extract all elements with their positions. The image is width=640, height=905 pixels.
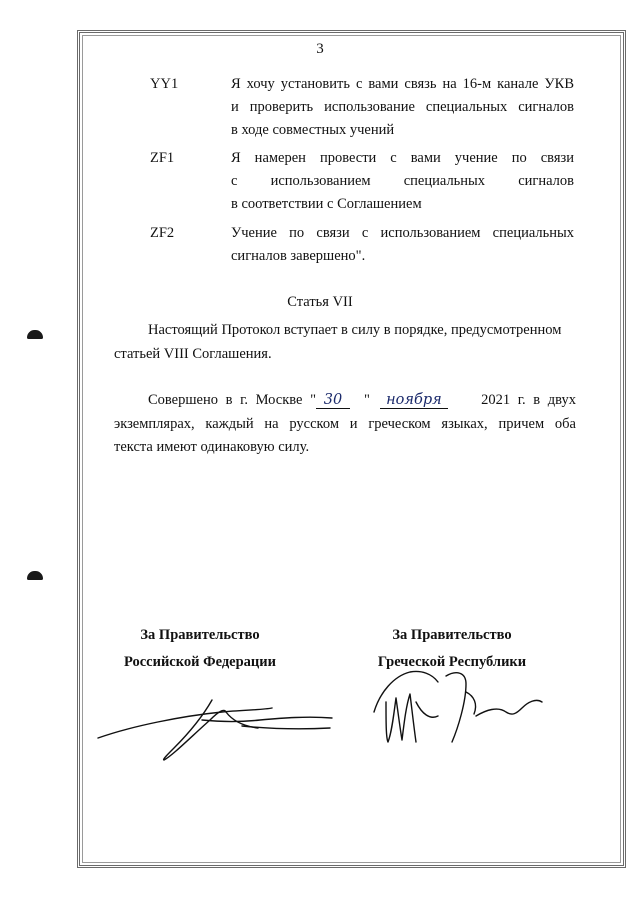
page-number: 3: [316, 41, 324, 57]
signature-greece: [366, 662, 556, 762]
signal-text: [231, 222, 574, 268]
article-paragraph: [114, 319, 592, 366]
article-title: Статья VII: [287, 294, 353, 310]
party-line: Российской Федерации: [123, 654, 276, 670]
signal-line: Учение по связи с использованием специальных: [231, 225, 574, 241]
article-line: статьей VIII Соглашения.: [114, 345, 272, 362]
party-line: Греческой Республики: [377, 654, 527, 670]
signal-line: сигналов завершено".: [231, 248, 366, 264]
signal-text: [231, 73, 574, 142]
party-line: За Правительство: [392, 627, 512, 643]
signal-code: YY1: [150, 76, 179, 92]
signature-russia: [92, 690, 342, 770]
done-line-first: [114, 389, 576, 413]
signal-line: в ходе совместных учений: [231, 122, 395, 138]
signal-code: ZF1: [150, 150, 175, 166]
punch-hole-top: [27, 330, 43, 339]
party-russia: [112, 622, 288, 676]
signal-line: Я намерен провести с вами учение по связи: [231, 150, 574, 166]
date-month: ноября: [380, 392, 448, 409]
signal-line: и проверить использование специальных сигналов: [231, 99, 574, 115]
done-line: текста имеют одинаковую силу.: [114, 439, 310, 455]
signal-line: Я хочу установить с вами связь на 16-м канале УКВ: [231, 76, 574, 92]
done-paragraph: [114, 389, 576, 460]
date-day: 30: [316, 392, 350, 409]
signal-code: ZF2: [150, 225, 175, 241]
signal-text: [231, 147, 574, 216]
done-suffix: 2021 г. в двух: [481, 392, 576, 408]
done-mid: ": [364, 392, 370, 408]
article-line: Настоящий Протокол вступает в силу в порядке, предусмотренном: [148, 322, 562, 338]
signal-line: в соответствии с Соглашением: [231, 196, 422, 212]
done-line: экземплярах, каждый на русском и греческом языках, причем оба: [114, 415, 576, 432]
party-line: За Правительство: [140, 627, 260, 643]
done-prefix: Совершено в г. Москве ": [148, 392, 317, 408]
signal-line: с использованием специальных сигналов: [231, 173, 574, 189]
punch-hole-bottom: [27, 571, 43, 580]
